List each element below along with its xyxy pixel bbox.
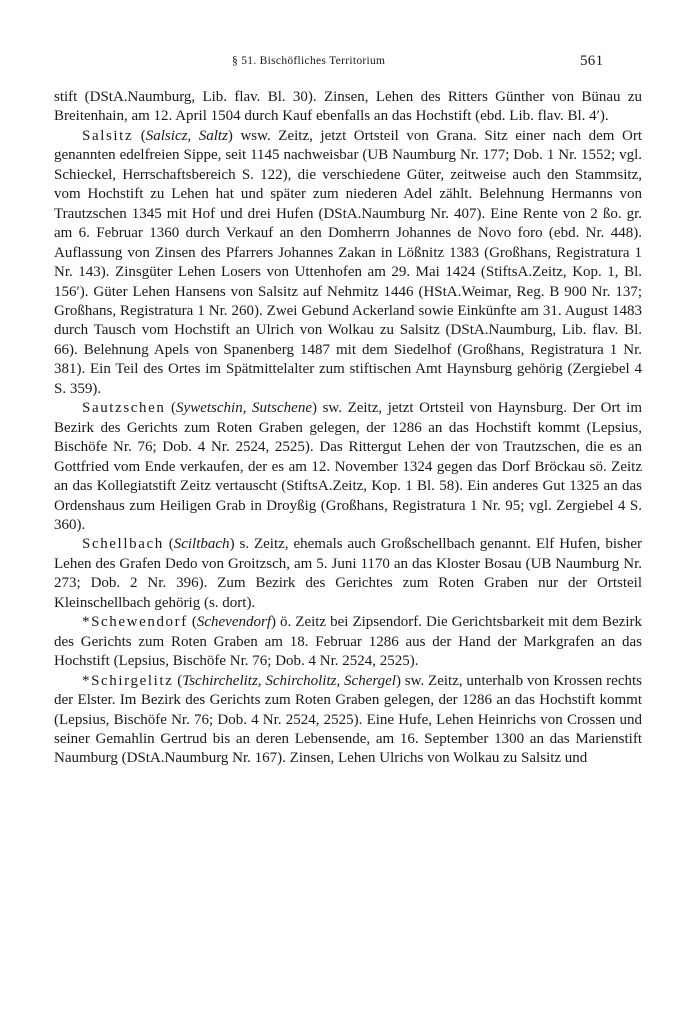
entry-name-variants: Tschirchelitz, Schircholitz, Schergel [182,672,396,689]
entry-text: sw. Zeitz, jetzt Ortsteil von Haynsburg. Der Ort im Bezirk des Gerichts zum Roten Graben gelegen, der 1286 an das Hochstift kommt (Lepsius, Bischöfe Nr. 76; Dob. 4 Nr. 2524, 2525). Das Rittergut Lehen der von Trautzschen, die es an Gottfried vom Ende verkaufen, der es am 12. November 1324 gegen das Dorf Bröckau sö. Zeitz an das Kollegiatstift Zeitz vertauscht (StiftsA.Zeitz, Kop. 1 Bl. 58). Ein anderes Gut 1325 an das Ordenshaus zum Heiligen Grab in Droyßig (Großhans, Registratura 1 Nr. 95; vgl. Zergiebel 4 S. 360). [54,400,642,533]
entry-headword: *Schirgelitz [82,672,174,689]
entry-name-variants: Salsicz, Saltz [145,127,228,144]
entry-headword: *Schewendorf [82,614,188,631]
running-head-title: § 51. Bischöfliches Territorium [232,55,386,67]
entry-text: sw. Zeitz, unterhalb von Krossen rechts der Elster. Im Bezirk des Gerichts zum Roten Graben gelegen, der 1286 an das Hochstift kommt (Lepsius, Bischöfe Nr. 76; Dob. 4 Nr. 2524, 2525). Eine Hufe, Lehen Heinrichs von Crossen und seiner Gemahlin Gertrud bis an deren Lebensende, am 16. September 1300 an das Marienstift Naumburg (DStA.Naumburg Nr. 167). Zinsen, Lehen Ulrichs von Wolkau zu Salsitz und [54,672,642,767]
entry-name-variants: Sciltbach [173,536,230,553]
entry-headword: Salsitz [82,127,134,144]
entry-headword: Schellbach [82,536,164,553]
entry-text: wsw. Zeitz, jetzt Ortsteil von Grana. Sitz einer nach dem Ort genannten edelfreien Sippe, seit 1145 nachweisbar (UB Naumburg Nr. 177; Dob. 1 Nr. 1552; vgl. Schieckel, Herrschaftsbereich S. 122), die verschiedene Güter, zeitweise auch den Stammsitz, vom Hochstift zu Lehen hat und später zum niederen Adel zählt. Belehnung Hermanns von Trautzschen 1345 mit Hof und drei Hufen (DStA.Naumburg Nr. 407). Eine Rente von 2 ßo. gr. am 6. Februar 1360 durch Verkauf an den Domherrn Johannes de Novo foro (ebd. Nr. 448). Auflassung von Zinsen des Pfarrers Johannes Zakan in Lößnitz 1383 (Großhans, Registratura 1 Nr. 143). Zinsgüter Lehen Losers von Uttenhofen am 29. Mai 1424 (StiftsA.Zeitz, Kop. 1, Bl. 156′). Güter Lehen Hansens von Salsitz auf Nehmitz 1446 (HStA.Weimar, Reg. B 900 Nr. 137; Großhans, Registratura 1 Nr. 260). Zwei Gebund Ackerland sowie Einkünfte am 31. August 1483 durch Tausch vom Hochstift an Ulrich von Wolkau zu Salsitz (DStA.Naumburg, Lib. flav. Bl. 66). Belehnung Apels von Spanenberg 1487 mit dem Siedelhof (Großhans, Registratura 1 Nr. 381). Ein Teil des Ortes im Spätmittelalter zum stiftischen Amt Haynsburg gehörig (Zergiebel 4 S. 359). [54,127,643,397]
entry-sautzschen: Sautzschen (Sywetschin, Sutschene) sw. Zeitz, jetzt Ortsteil von Haynsburg. Der Ort im Bezirk des Gerichts zum Roten Graben gelegen, der 1286 an das Hochstift kommt (Lepsius, Bischöfe Nr. 76; Dob. 4 Nr. 2524, 2525). Das Rittergut Lehen der von Trautzschen, die es an Gottfried vom Ende verkaufen, der es am 12. November 1324 gegen das Dorf Bröckau sö. Zeitz an das Kollegiatstift Zeitz vertauscht (StiftsA.Zeitz, Kop. 1 Bl. 58). Ein anderes Gut 1325 an das Ordenshaus zum Heiligen Grab in Droyßig (Großhans, Registratura 1 Nr. 95; vgl. Zergiebel 4 S. 360). [54,400,642,533]
entry-name-variants: Sywetschin, Sutschene [176,400,312,417]
entry-schellbach: Schellbach (Sciltbach) s. Zeitz, ehemals auch Großschellbach genannt. Elf Hufen, bisher Lehen des Grafen Dedo von Groitzsch, am 5. Juni 1170 an das Kloster Bosau (UB Naumburg Nr. 273; Dob. 2 Nr. 396). Zum Bezirk des Gerichtes zum Roten Graben nur der Ortsteil Kleinschellbach gehörig (s. dort). [54,536,642,611]
body-text [54,88,642,769]
paragraph-text: stift (DStA.Naumburg, Lib. flav. Bl. 30). Zinsen, Lehen des Ritters Günther von Bünau zu Breitenhain, am 12. April 1504 durch Kauf ebenfalls an das Hochstift (ebd. Lib. flav. Bl. 4′). [54,89,642,125]
entry-name-variants: Schevendorf [196,614,271,631]
entry-headword: Sautzschen [82,400,166,417]
entry-text: ö. Zeitz bei Zipsendorf. Die Gerichtsbarkeit mit dem Bezirk des Gerichts zum Roten Graben am 18. Februar 1286 aus der Hand der Markgrafen an das Hochstift (Lepsius, Bischöfe Nr. 76; Dob. 4 Nr. 2524, 2525). [54,614,642,670]
entry-salsitz: Salsitz (Salsicz, Saltz) wsw. Zeitz, jetzt Ortsteil von Grana. Sitz einer nach dem Ort genannten edelfreien Sippe, seit 1145 nachweisbar (UB Naumburg Nr. 177; Dob. 1 Nr. 1552; vgl. Schieckel, Herrschaftsbereich S. 122), die verschiedene Güter, zeitweise auch den Stammsitz, vom Hochstift zu Lehen hat und später zum niederen Adel zählt. Belehnung Hermanns von Trautzschen 1345 mit Hof und drei Hufen (DStA.Naumburg Nr. 407). Eine Rente von 2 ßo. gr. am 6. Februar 1360 durch Verkauf an den Domherrn Johannes de Novo foro (ebd. Nr. 448). Auflassung von Zinsen des Pfarrers Johannes Zakan in Lößnitz 1383 (Großhans, Registratura 1 Nr. 143). Zinsgüter Lehen Losers von Uttenhofen am 29. Mai 1424 (StiftsA.Zeitz, Kop. 1, Bl. 156′). Güter Lehen Hansens von Salsitz auf Nehmitz 1446 (HStA.Weimar, Reg. B 900 Nr. 137; Großhans, Registratura 1 Nr. 260). Zwei Gebund Ackerland sowie Einkünfte am 31. August 1483 durch Tausch vom Hochstift an Ulrich von Wolkau zu Salsitz (DStA.Naumburg, Lib. flav. Bl. 66). Belehnung Apels von Spanenberg 1487 mit dem Siedelhof (Großhans, Registratura 1 Nr. 381). Ein Teil des Ortes im Spätmittelalter zum stiftischen Amt Haynsburg gehörig (Zergiebel 4 S. 359). [54,127,643,397]
entry-schirgelitz: *Schirgelitz (Tschirchelitz, Schircholitz, Schergel) sw. Zeitz, unterhalb von Krossen rechts der Elster. Im Bezirk des Gerichts zum Roten Graben gelegen, der 1286 an das Hochstift kommt (Lepsius, Bischöfe Nr. 76; Dob. 4 Nr. 2524, 2525). Eine Hufe, Lehen Heinrichs von Crossen und seiner Gemahlin Gertrud bis an deren Lebensende, am 16. September 1300 an das Marienstift Naumburg (DStA.Naumburg Nr. 167). Zinsen, Lehen Ulrichs von Wolkau zu Salsitz und [54,672,642,767]
entry-text: s. Zeitz, ehemals auch Großschellbach genannt. Elf Hufen, bisher Lehen des Grafen Dedo von Groitzsch, am 5. Juni 1170 an das Kloster Bosau (UB Naumburg Nr. 273; Dob. 2 Nr. 396). Zum Bezirk des Gerichtes zum Roten Graben nur der Ortsteil Kleinschellbach gehörig (s. dort). [54,536,642,611]
page-number: 561 [580,53,604,69]
entry-schewendorf: *Schewendorf (Schevendorf) ö. Zeitz bei Zipsendorf. Die Gerichtsbarkeit mit dem Bezirk des Gerichts zum Roten Graben am 18. Februar 1286 aus der Hand der Markgrafen an das Hochstift (Lepsius, Bischöfe Nr. 76; Dob. 4 Nr. 2524, 2525). [54,614,642,670]
paragraph-continuation [54,88,642,127]
